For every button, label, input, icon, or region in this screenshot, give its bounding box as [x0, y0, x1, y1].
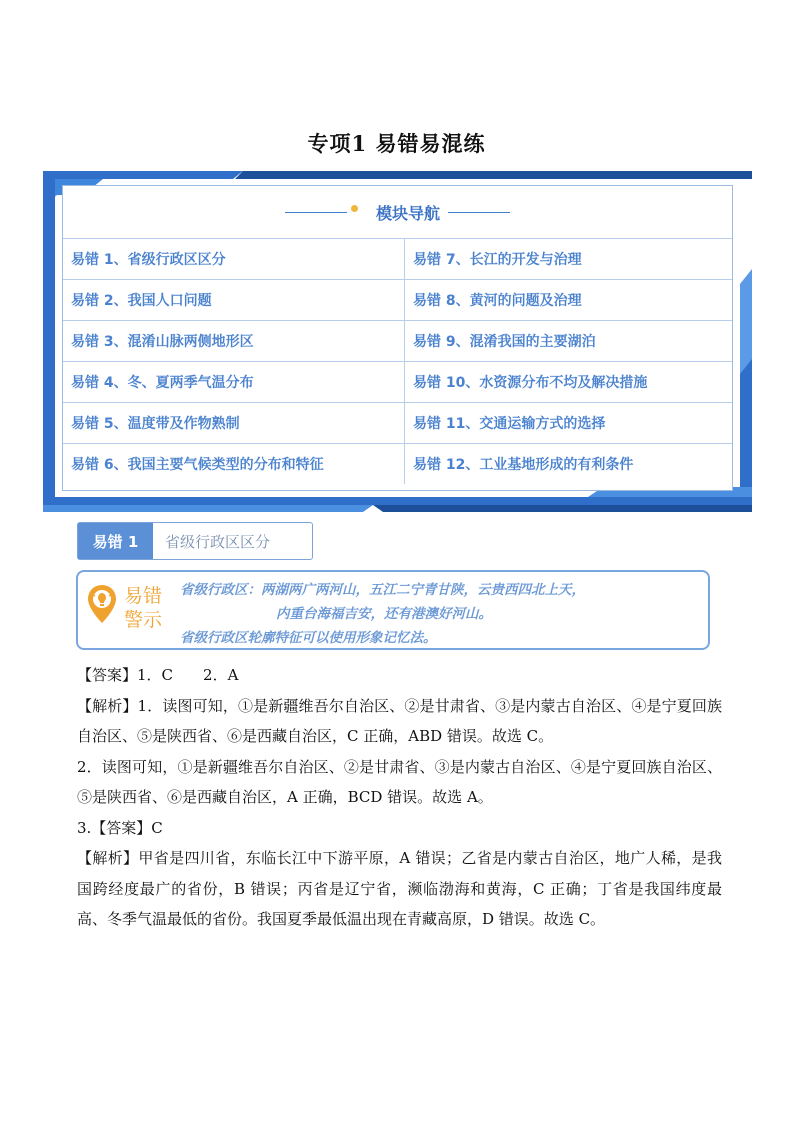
section-number: 易错 1: [78, 523, 153, 559]
paragraph-analysis-3: 【解析】甲省是四川省，东临长江中下游平原，A 错误；乙省是内蒙古自治区，地广人稀，是我国跨经度最广的省份，B 错误；丙省是辽宁省，濒临渤海和黄海，C 正确；丁省是我国纬度最高、冬季气温最低的省份。我国夏季最低温出现在青藏高原，D 错误。故选 C。: [77, 849, 722, 928]
lightbulb-pin-icon: [86, 583, 118, 639]
warning-label-line1: 易错: [124, 585, 163, 607]
nav-item-6: 易错 6、我国主要气候类型的分布和特征: [63, 443, 405, 484]
nav-item-9: 易错 9、混淆我国的主要湖泊: [405, 320, 732, 361]
paragraph-analysis-1: 【解析】1．读图可知，①是新疆维吾尔自治区、②是甘肃省、③是内蒙古自治区、④是宁夏回族自治区、⑤是陕西省、⑥是西藏自治区，C 正确，ABD 错误。故选 C。: [77, 696, 722, 745]
nav-item-11: 易错 11、交通运输方式的选择: [405, 402, 732, 443]
warning-label-line2: 警示: [124, 609, 163, 631]
paragraph-analysis-2: 2．读图可知，①是新疆维吾尔自治区、②是甘肃省、③是内蒙古自治区、④是宁夏回族自治区、⑤是陕西省、⑥是西藏自治区，A 正确，BCD 错误。故选 A。: [77, 757, 722, 806]
paragraph-answer-3: 3.【答案】C: [77, 818, 163, 837]
nav-item-7: 易错 7、长江的开发与治理: [405, 238, 732, 279]
heading-line-left: [285, 212, 347, 213]
warning-label: [124, 584, 174, 632]
nav-item-8: 易错 8、黄河的问题及治理: [405, 279, 732, 320]
navigation-heading: [63, 186, 732, 238]
nav-item-10: 易错 10、水资源分布不均及解决措施: [405, 361, 732, 402]
nav-item-5: 易错 5、温度带及作物熟制: [63, 402, 405, 443]
nav-item-2: 易错 2、我国人口问题: [63, 279, 405, 320]
warning-text: [180, 578, 585, 650]
nav-item-4: 易错 4、冬、夏两季气温分布: [63, 361, 405, 402]
nav-item-12: 易错 12、工业基地形成的有利条件: [405, 443, 732, 484]
navigation-grid: [63, 238, 732, 484]
section-name: 省级行政区区分: [165, 532, 271, 551]
warning-line-1: 省级行政区：两湖两广两河山，五江二宁青甘陕，云贵西四北上天，: [180, 582, 585, 598]
module-navigation-banner: [43, 169, 752, 512]
warning-line-2: 内重台海福吉安，还有港澳好河山。: [276, 606, 492, 622]
warning-line-3: 省级行政区轮廓特征可以使用形象记忆法。: [180, 630, 437, 646]
section-tag: [77, 522, 313, 560]
page-title: 专项1 易错易混练: [307, 131, 486, 156]
nav-item-3: 易错 3、混淆山脉两侧地形区: [63, 320, 405, 361]
navigation-table: [62, 185, 733, 491]
answer-body: [77, 660, 722, 935]
paragraph-answer-1: 【答案】1．C 2．A: [77, 666, 239, 684]
heading-line-right: [448, 212, 510, 213]
heading-dot-icon: [351, 205, 358, 212]
nav-item-1: 易错 1、省级行政区区分: [63, 238, 405, 279]
warning-box: [76, 570, 710, 650]
navigation-heading-text: 模块导航: [375, 203, 440, 223]
